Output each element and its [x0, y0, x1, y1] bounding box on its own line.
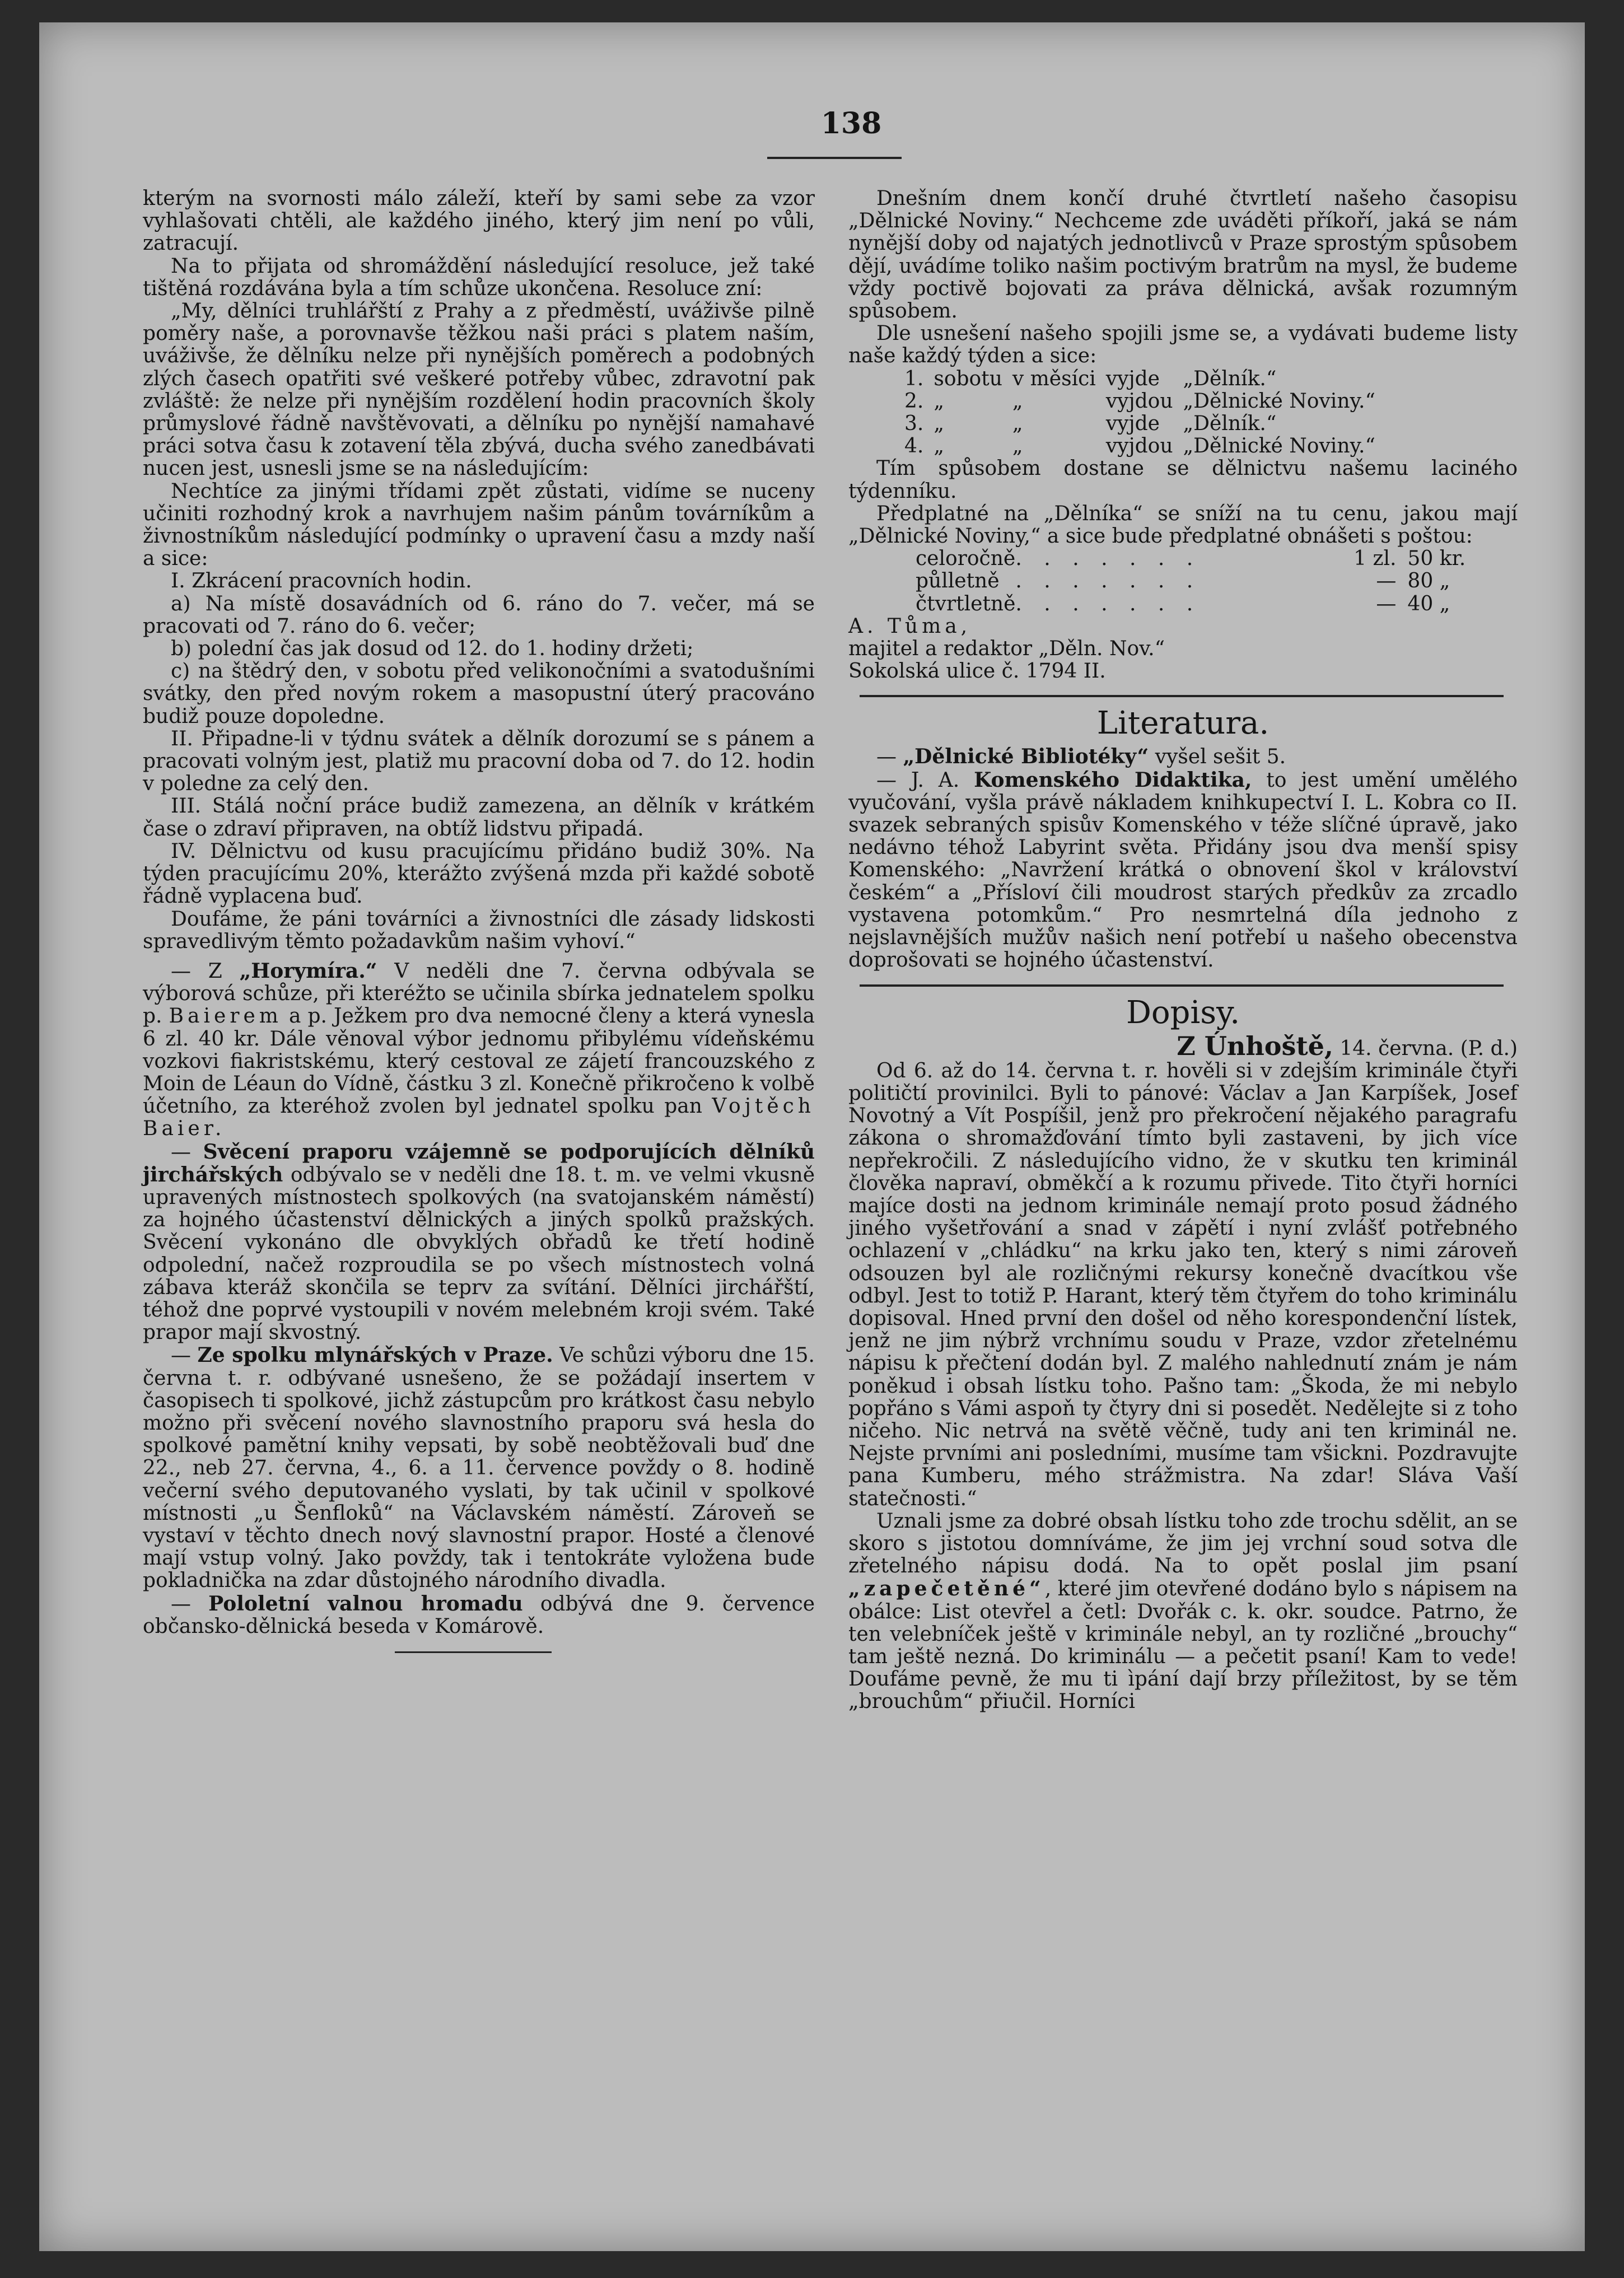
demand-1b: b) polední čas jak dosud od 12. do 1. hodiny držeti;: [171, 637, 694, 661]
left-column: [143, 188, 815, 1653]
demand-1a: a) Na místě dosavádních od 6. ráno do 7. večer, má se pracovati od 7. ráno do 6. večer;: [143, 592, 815, 638]
demand-1c: c) na štědrý den, v sobotu před velikonočními a svatodušními svátky, den před novým rokem a masopustní úterý pracováno budiž pouze dopoledne.: [143, 660, 815, 728]
demand-4: IV. Dělnictvu od kusu pracujícímu přidáno budiž 30%. Na týden pracujícímu 20%, kterážto zvýšená mzda při každé sobotě řádně vyplacena buď.: [143, 839, 815, 908]
resolution-closing: Doufáme, že páni továrníci a živnostníci dle zásady lidskosti spravedlivým těmto požadavkům našim vyhoví.“: [143, 907, 815, 953]
news-horymir: — Z „Horymíra.“ V neděli dne 7. června odbývala se výborová schůze, při kteréžto se učinila sbírka jednatelem spolku p. Baierem a p. Ježkem pro dva nemocné členy a která vynesla 6 zl. 40 kr. Dále věnoval výbor jednomu přibylému vídeňskému vozkovi fiakristskému, který cestoval ze zájetí francouzského z Moin de Léaun do Vídně, částku 3 zl. Konečně přikročeno k volbě účetního, za kteréhož zvolen byl jednatel spolku pan Vojtěch Baier.: [143, 959, 815, 1141]
lit-item-2-title: Komenského Didaktika,: [974, 768, 1252, 792]
demand-3: III. Stálá noční práce budiž zamezena, an dělník v krátkém čase o zdraví připraven, na obtíž lidstvu připadá.: [143, 795, 815, 841]
schedule-table: [904, 368, 1385, 458]
spaced-word: „zapečetěné“: [848, 1577, 1045, 1601]
right-column: [848, 188, 1518, 1714]
news-horymir-title: „Horymíra.“: [239, 959, 377, 983]
letter-place: Z Únhoště,: [1177, 1030, 1333, 1061]
heading-literatura: Literatura.: [1096, 705, 1270, 742]
demand-2: II. Připadne-li v týdnu svátek a dělník dorozumí se s pánem a pracovati volným jest, platiž mu pracovní doba od 7. do 12. hodin v poledne za celý den.: [143, 727, 815, 796]
schedule-row: 3. „ „ vyjde „Dělník.“: [904, 412, 1277, 436]
left-end-rule: [395, 1651, 552, 1653]
person-vojtech-baier: Vojtěch Baier.: [143, 1095, 815, 1141]
header-rule: [767, 157, 902, 159]
signature-role: majitel a redaktor „Děln. Nov.“: [848, 637, 1165, 661]
schedule-intro: Dle usnešení našeho spojili jsme se, a vydávati budeme listy naše každý týden a sice:: [848, 322, 1518, 368]
lit-item-1: — „Dělnické Bibliotéky“ vyšel sešit 5.: [876, 745, 1286, 769]
schedule-summary: Tím spůsobem dostane se dělnictvu našemu laciného týdenníku.: [848, 457, 1518, 503]
page-number: 138: [820, 106, 882, 141]
left-paragraph-2: Na to přijata od shromáždění následující resoluce, jež také tištěná rozdávána byla a tím schůze ukončena. Resoluce zní:: [143, 254, 815, 300]
announcement: Dnešním dnem končí druhé čtvrtletí našeho časopisu „Dělnické Noviny.“ Nechceme zde uváděti příkoří, jaká se nám nynější doby od najatých jednotlivců v Praze sprostým spůsobem dějí, uvádíme toliko našim poctivým bratrům na mysl, že budeme vždy poctivě bojovati za práva dělnická, avšak rozumným spůsobem.: [848, 187, 1518, 323]
lit-item-1-title: „Dělnické Bibliotéky“: [903, 745, 1149, 769]
schedule-row: 2. „ „ vyjdou „Dělnické Noviny.“: [904, 389, 1375, 413]
news-mlynari-title: Ze spolku mlynářských v Praze.: [197, 1343, 553, 1367]
newspaper-page: [39, 22, 1585, 2251]
demand-1: I. Zkrácení pracovních hodin.: [171, 570, 472, 593]
news-jircharsky-title: Svěcení praporu vzájemně se podporujících dělníků jirchářských: [143, 1140, 815, 1187]
resolution-intro: „My, dělníci truhlářští z Prahy a z předměstí, uváživše pilně poměry naše, a porovnavše těžkou naši práci s platem naším, uváživše, že dělníku nelze při nynějších poměrech a podobných zlých časech opatřiti své veškeré potřeby vůbec, zdravotní pak zvláště: že nelze při nynějším rozdělení hodin pracovních školy průmyslové řádně navštěvovati, a dělníku po nynější namahavé práci sotva času k zotavení těla zbývá, ducha svého zanedbávati nucen jest, usnesli jsme se na následujícím:: [143, 300, 815, 480]
lit-item-2: — J. A. Komenského Didaktika, to jest umění umělého vyučování, vyšla právě nákladem knihkupectví I. L. Kobra co II. svazek sebraných spisův Komenského v téže slíčné úpravě, jako nedávno téhož Labyrint světa. Přidány jsou dva menší spisy Komenského: „Navržení krátká o obnovení škol v království českém“ a „Přísloví čili moudrost starých předkův za zrcadlo vystavena potomkům.“ Pro nesmrtelná díla jednoho z nejslavnějších mužův našich není potřebí u našeho obecenstva doprošovati se hojného účastenství.: [848, 768, 1518, 972]
price-row: půlletně . . . . . . . — 80 „: [916, 570, 1450, 593]
letter-paragraph-2: Uznali jsme za dobré obsah lístku toho zde trochu sdělit, an se skoro s jistotou domníváme, že jim jej vrchní soud sotva dle zřetelného nápisu dodá. Na to opět poslal jim psaní „zapečetěné“, které jim otevřené dodáno bylo s nápisem na obálce: List otevřel a četl: Dvořák c. k. okr. soudce. Patrno, že ten velebníček ještě v kriminále nebyl, an ty rozličné „brouchy“ tam ještě nezná. Do kriminálu — a pečetit psaní! Kam to vede! Doufáme pevně, že mu ti ìpání dají brzy příležitost, by se těm „brouchům“ přiučil. Horníci: [848, 1509, 1518, 1714]
heading-dopisy: Dopisy.: [1126, 994, 1240, 1031]
price-table: [916, 548, 1466, 615]
signature-name: A. Tůma,: [848, 614, 972, 638]
signature-address: Sokolská ulice č. 1794 II.: [848, 660, 1106, 683]
left-paragraph-1: kterým na svornosti málo záleží, kteří by sami sebe za vzor vyhlašovati chtěli, ale každého jiného, který jim není po vůli, zatracují.: [143, 187, 815, 255]
news-mlynari: — Ze spolku mlynářských v Praze. Ve schůzi výboru dne 15. června t. r. odbývané usnešeno, že se požádají insertem v časopisech ti spolkové, jichž zástupcům pro krátkost času nebylo možno při svěcení nového slavnostního praporu svá hesla do spolkové pamětní knihy vepsati, by sobě neobtěžovali buď dne 22., neb 27. června, 4., 6. a 11. července povždy o 8. hodině večerní svého deputovaného vyslati, by tak učinil v spolkové místnosti „u Šenfloků“ na Václavském náměstí. Zároveň se vystaví v těchto dnech nový slavnostní prapor. Hosté a členové mají vstup volný. Jako povždy, tak i tentokráte vyložena bude pokladnička na zdar důstojného národního divadla.: [143, 1343, 815, 1593]
section-rule-dopisy: [860, 984, 1504, 987]
schedule-row: 4. „ „ vyjdou „Dělnické Noviny.“: [904, 435, 1375, 458]
news-komarov: — Pololetní valnou hromadu odbývá dne 9. července občansko-dělnická beseda v Komárově.: [143, 1591, 815, 1638]
subscription-intro: Předplatné na „Dělníka“ se sníží na tu cenu, jakou mají „Dělnické Noviny,“ a sice bude předplatné obnášeti s poštou:: [848, 502, 1518, 548]
schedule-row: 1. sobotu v měsíci vyjde „Dělník.“: [904, 367, 1277, 390]
price-row: čtvrtletně . . . . . . . — 40 „: [916, 592, 1450, 615]
letter-dateline: Z Únhoště, 14. června. (P. d.): [1177, 1030, 1518, 1061]
resolution-demands-intro: Nechtíce za jinými třídami zpět zůstati, vidíme se nuceny učiniti rozhodný krok a navrhujem našim pánům továrníkům a živnostníkům následující podmínky o upravení času a mzdy naší a sice:: [143, 479, 815, 571]
person-baier: Baierem: [169, 1005, 282, 1028]
section-rule-literatura: [860, 695, 1504, 697]
news-jircharsky: — Svěcení praporu vzájemně se podporujících dělníků jirchářských odbývalo se v neděli dne 18. t. m. ve velmi vkusně upravených místnostech spolkových (na svatojanském náměstí) za hojného účastenství dělnických a jiných spolků pražských. Svěcení vykonáno dle obvyklých obřadů ke třetí hodině odpolední, načež rozproudila se po všech místnostech volná zábava kteráž skončila se teprv za svítání. Dělníci jirchářští, téhož dne poprvé vystoupili v novém melebném kroji svém. Také prapor mají skvostný.: [143, 1140, 815, 1345]
letter-paragraph-1: Od 6. až do 14. června t. r. hověli si v zdejším kriminále čtyři političtí provinilci. Byli to pánové: Václav a Jan Karpíšek, Josef Novotný a Vít Pospíšil, jenž pro překročení nějakého paragrafu zákona o shromažďování tímto byli zastaveni, by jich více nepřekročili. Z následujícího vidno, že v skutku ten kriminál člověka napraví, obměkčí a k rozumu přivede. Tito čtyři horníci majíce dosti na jednom kriminále nemají proto posud žádného jiného vyšetřování a snad v zápětí i nyní zvlášť potřebného ochlazení v „chládku“ na krku jako ten, který s nimi zároveň odsouzen byl ale rozličnými rekursy konečně dvacítkou vše odbyl. Jest to totiž P. Harant, který těm čtyřem do toho kriminálu dopisoval. Hned první den došel od něho korespondenční lístek, jenž ne jim nýbrž vrchnímu soudu v Praze, vzdor zřetelnému nápisu k přečtení dodán byl. Z malého nahlednutí znám je nám poněkud i obsah lístku toho. Pašno tam: „Škoda, že mi nebylo popřáno s Vámi aspoň ty čtyry dni si posedět. Nedělejte si z toho ničeho. Nic netrvá na světě věčně, tudy ani ten kriminál ne. Nejste prvními ani posledními, musíme tam všickni. Pozdravujte pana Kumberu, mého strážmistra. Na zdar! Sláva Vaší statečnosti.“: [848, 1059, 1518, 1510]
news-komarov-title: Pololetní valnou hromadu: [208, 1591, 523, 1616]
price-row: celoročně . . . . . . . 1 zl. 50 kr.: [916, 547, 1466, 571]
